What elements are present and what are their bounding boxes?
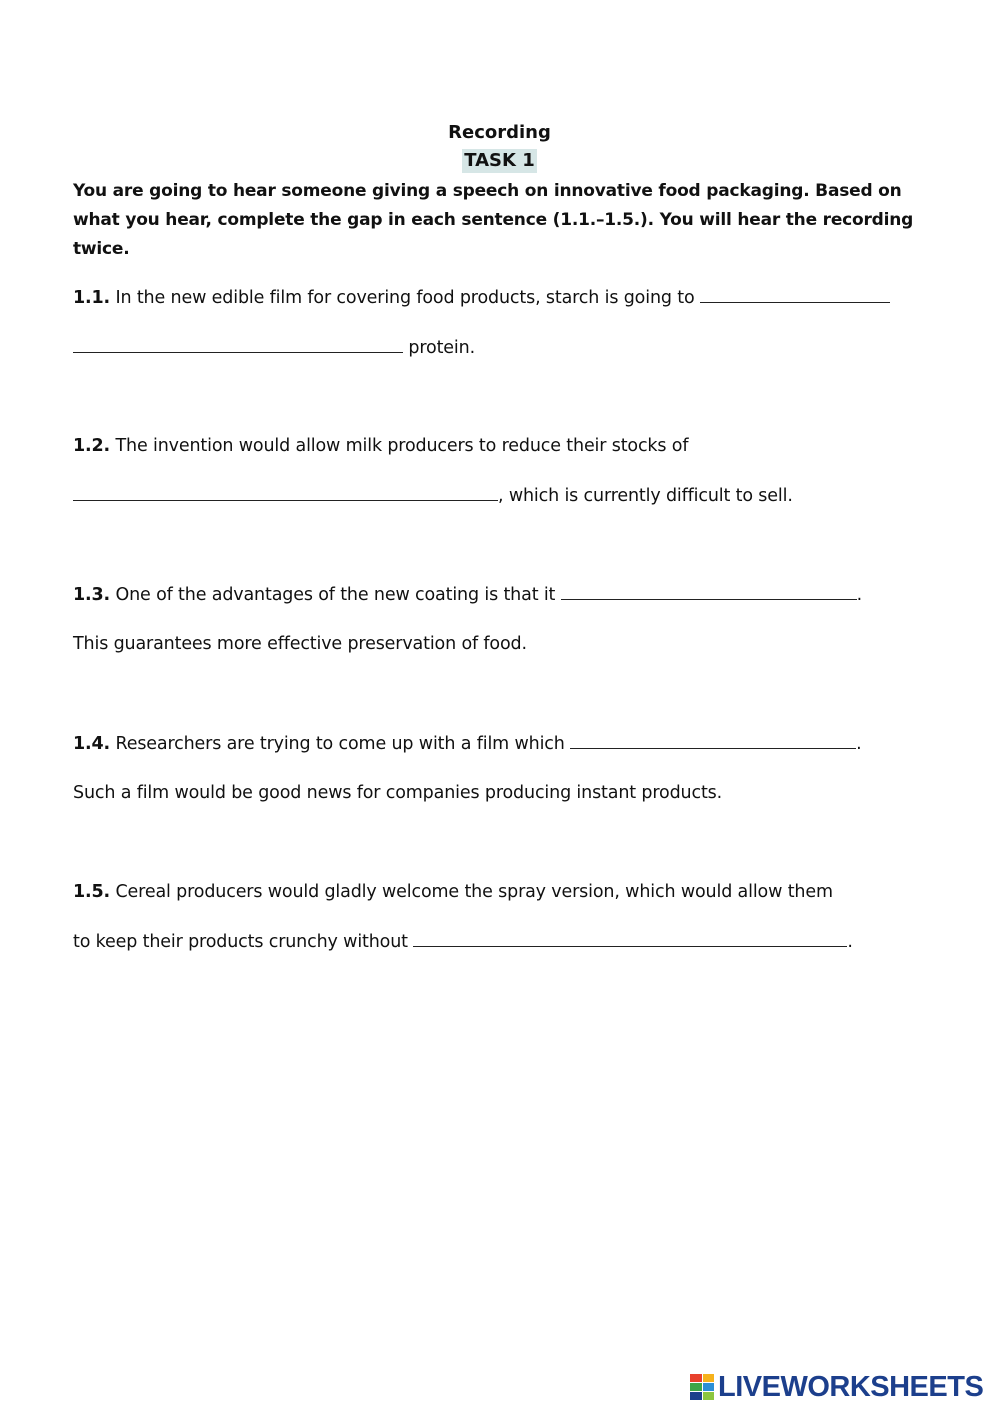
question-1-2-line-2 bbox=[73, 482, 793, 509]
liveworksheets-logo[interactable] bbox=[690, 1371, 983, 1403]
question-1-3-line-2 bbox=[73, 631, 527, 657]
question-1-4-line-1 bbox=[73, 730, 862, 757]
answer-blank-1-4[interactable] bbox=[570, 730, 856, 749]
question-text: The invention would allow milk producers to reduce their stocks of bbox=[115, 436, 689, 456]
task-label: TASK 1 bbox=[464, 150, 535, 171]
question-text: One of the advantages of the new coating is that it bbox=[115, 585, 556, 605]
question-1-5-line-2 bbox=[73, 928, 853, 955]
question-1-2-line-1 bbox=[73, 433, 688, 459]
liveworksheets-logo-icon bbox=[690, 1374, 714, 1400]
answer-blank-1-5[interactable] bbox=[413, 928, 847, 947]
question-number: 1.4. bbox=[73, 734, 111, 754]
question-1-4-line-2 bbox=[73, 780, 722, 806]
page-title: Recording bbox=[448, 122, 551, 143]
answer-blank-1-2[interactable] bbox=[73, 482, 498, 501]
question-text-after: . bbox=[856, 585, 863, 605]
question-1-3-line-1 bbox=[73, 581, 862, 608]
question-text-after: , which is currently difficult to sell. bbox=[498, 486, 793, 506]
question-1-5-line-1 bbox=[73, 879, 833, 905]
question-number: 1.3. bbox=[73, 585, 111, 605]
question-number: 1.5. bbox=[73, 882, 111, 902]
question-text: Cereal producers would gladly welcome the spray version, which would allow them bbox=[115, 882, 833, 902]
question-text: Such a film would be good news for companies producing instant products. bbox=[73, 783, 723, 803]
answer-blank-1-1b[interactable] bbox=[73, 334, 403, 353]
question-number: 1.1. bbox=[73, 288, 111, 308]
question-text-after: . bbox=[856, 734, 862, 754]
answer-blank-1-1a[interactable] bbox=[700, 284, 890, 303]
question-text: In the new edible film for covering food products, starch is going to bbox=[115, 288, 695, 308]
task-heading bbox=[0, 149, 999, 173]
answer-blank-1-3[interactable] bbox=[561, 581, 857, 600]
question-1-1-line-1 bbox=[73, 284, 890, 311]
question-text: to keep their products crunchy without bbox=[73, 932, 408, 952]
question-text-after: . bbox=[847, 932, 853, 952]
question-text: This guarantees more effective preservation of food. bbox=[73, 634, 527, 654]
question-text: Researchers are trying to come up with a film which bbox=[115, 734, 565, 754]
question-text-after: protein. bbox=[408, 338, 475, 358]
instructions: You are going to hear someone giving a speech on innovative food packaging. Based on what you hear, complete the gap in each sentence (1.1.–1.5.). You will hear the recording twice. bbox=[73, 181, 914, 259]
logo-text: LIVEWORKSHEETS bbox=[718, 1370, 984, 1403]
question-1-1-line-2 bbox=[73, 334, 475, 361]
question-number: 1.2. bbox=[73, 436, 111, 456]
